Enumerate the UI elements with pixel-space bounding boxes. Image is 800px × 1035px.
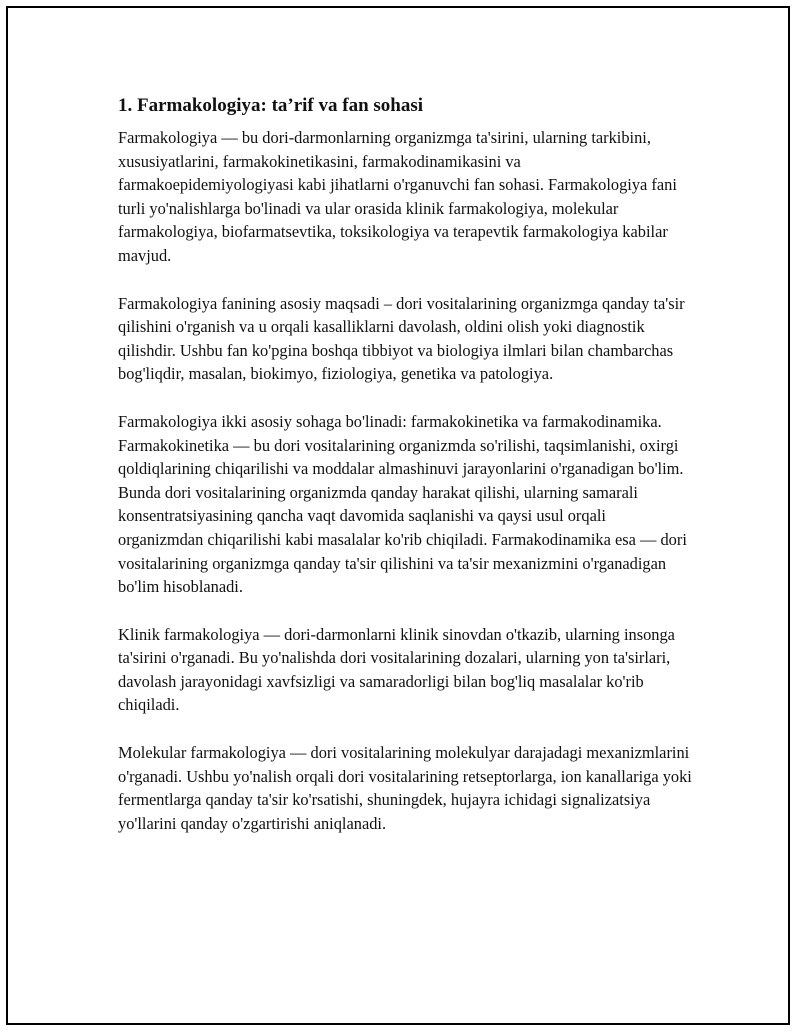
paragraph-molecular: Molekular farmakologiya — dori vositalarining molekulyar darajadagi mexanizmlarini o'rganadi. Ushbu yo'nalish orqali dori vositalarining retseptorlarga, ion kanallariga yoki fermentlarga qanday ta'sir ko'rsatishi, shuningdek, hujayra ichidagi signalizatsiya yo'llarini qanday o'zgartirishi aniqlanadi. <box>118 743 692 833</box>
section-heading: 1. Farmakologiya: ta’rif va fan sohasi <box>118 95 424 116</box>
paragraph-branches: Farmakologiya ikki asosiy sohaga bo'linadi: farmakokinetika va farmakodinamika. Farmakokinetika — bu dori vositalarining organizmda so'rilishi, taqsimlanishi, oxirgi qoldiqlarining chiqarilishi va moddalar almashinuvi jarayonlarini o'rganadigan bo'lim. Bunda dori vositalarining organizmda qanday harakat qilishi, ularning samarali konsentratsiyasining qancha vaqt davomida saqlanishi va qaysi usul orqali organizmdan chiqarilishi kabi masalalar ko'rib chiqiladi. Farmakodinamika esa — dori vositalarining organizmga qanday ta'sir qilishini va ta'sir mexanizmini o'rganadigan bo'lim hisoblanadi. <box>118 411 687 597</box>
paragraph-goal: Farmakologiya fanining asosiy maqsadi – dori vositalarining organizmga qanday ta'sir qilishini o'rganish va u orqali kasalliklarni davolash, oldini olish yoki diagnostik qilishdir. Ushbu fan ko'pgina boshqa tibbiyot va biologiya ilmlari bilan chambarchas bog'liqdir, masalan, biokimyo, fiziologiya, genetika va patologiya. <box>118 293 685 384</box>
paragraph-clinical: Klinik farmakologiya — dori-darmonlarni klinik sinovdan o'tkazib, ularning insonga ta'sirini o'rganadi. Bu yo'nalishda dori vositalarining dozalari, ularning yon ta'sirlari, davolash jarayonidagi xavfsizligi va samaradorligi bilan bog'liq masalalar ko'rib chiqiladi. <box>118 624 675 715</box>
document-body <box>118 92 693 859</box>
paragraph-definition: Farmakologiya — bu dori-darmonlarning organizmga ta'sirini, ularning tarkibini, xususiyatlarini, farmakokinetikasini, farmakodinamikasini va farmakoepidemiyologiyasi kabi jihatlarni o'rganuvchi fan sohasi. Farmakologiya fani turli yo'nalishlarga bo'linadi va ular orasida klinik farmakologiya, molekular farmakologiya, biofarmatsevtika, toksikologiya va terapevtik farmakologiya kabilar mavjud. <box>118 128 677 265</box>
